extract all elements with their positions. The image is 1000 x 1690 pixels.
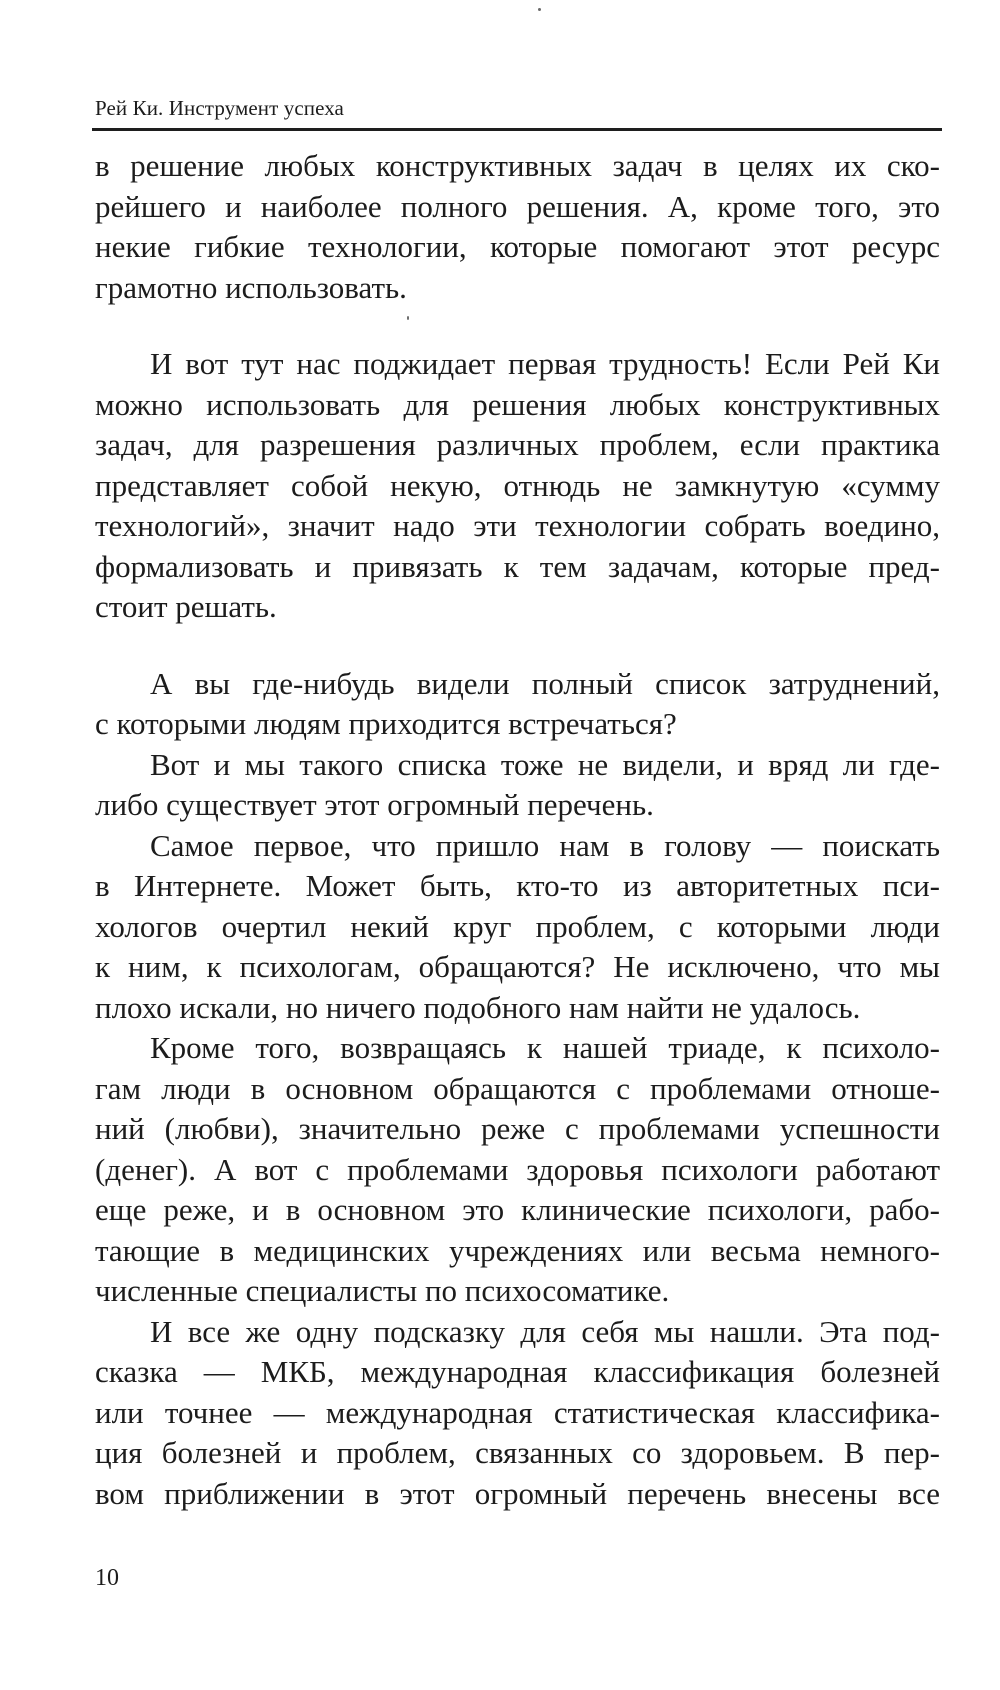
section-gap [95, 628, 940, 664]
text-line: вом приближении в этот огромный перечень внесены все [95, 1475, 940, 1511]
text-line: ция болезней и проблем, связанных со здоровьем. В пер- [95, 1435, 940, 1470]
text-line: (денег). А вот с проблемами здоровья психологи работают [95, 1151, 940, 1187]
text-line: либо существует этот огромный перечень. [95, 787, 654, 822]
body-text [95, 146, 940, 1514]
header-rule [92, 128, 942, 131]
text-line: в решение любых конструктивных задач в целях их ско- [95, 148, 940, 183]
text-line: стоит решать. [95, 589, 277, 624]
text-line: формализовать и привязать к тем задачам, которые пред- [95, 548, 940, 584]
text-line: ний (любви), значительно реже с проблемами успешности [95, 1111, 940, 1146]
text-line: в Интернете. Может быть, кто-то из авторитетных пси- [95, 868, 940, 903]
text-line: А вы где-нибудь видели полный список затруднений, [150, 665, 940, 701]
scan-speck [407, 316, 409, 320]
text-line: Кроме того, возвращаясь к нашей триаде, к психоло- [150, 1030, 940, 1065]
text-line: можно использовать для решения любых конструктивных [95, 386, 940, 422]
running-head-title: Рей Ки. Инструмент успеха [95, 96, 344, 120]
text-line: к ним, к психологам, обращаются? Не исключено, что мы [95, 949, 940, 984]
text-line: И все же одну подсказку для себя мы нашли. Эта под- [150, 1313, 940, 1349]
text-line: Вот и мы такого списка тоже не видели, и вряд ли где- [150, 746, 940, 782]
text-line: с которыми людям приходится встречаться? [95, 706, 677, 741]
text-line: рейшего и наиболее полного решения. А, кроме того, это [95, 188, 940, 224]
text-line: еще реже, и в основном это клинические психологи, рабо- [95, 1192, 940, 1227]
text-line: сказка — МКБ, международная классификация болезней [95, 1354, 940, 1389]
text-line: тающие в медицинских учреждениях или весьма немного- [95, 1232, 940, 1268]
text-line: грамотно использовать. [95, 269, 407, 305]
text-line: численные специалисты по психосоматике. [95, 1273, 670, 1308]
text-line: И вот тут нас поджидает первая трудность! Если Рей Ки [150, 346, 940, 381]
text-line: представляет собой некую, отнюдь не замкнутую «сумму [95, 467, 940, 503]
text-line: технологий», значит надо эти технологии собрать воедино, [95, 508, 940, 543]
text-line: Самое первое, что пришло нам в голову — поискать [150, 827, 940, 863]
page-number: 10 [95, 1565, 119, 1591]
text-line: гам люди в основном обращаются с проблемами отноше- [95, 1070, 940, 1106]
text-line: некие гибкие технологии, которые помогают этот ресурс [95, 229, 940, 264]
section-gap [95, 308, 940, 344]
scan-speck [538, 8, 541, 11]
text-line: хологов очертил некий круг проблем, с которыми люди [95, 908, 940, 944]
text-line: задач, для разрешения различных проблем, если практика [95, 427, 940, 462]
text-line: или точнее — международная статистическая классифика- [95, 1394, 940, 1430]
text-line: плохо искали, но ничего подобного нам найти не удалось. [95, 989, 861, 1025]
